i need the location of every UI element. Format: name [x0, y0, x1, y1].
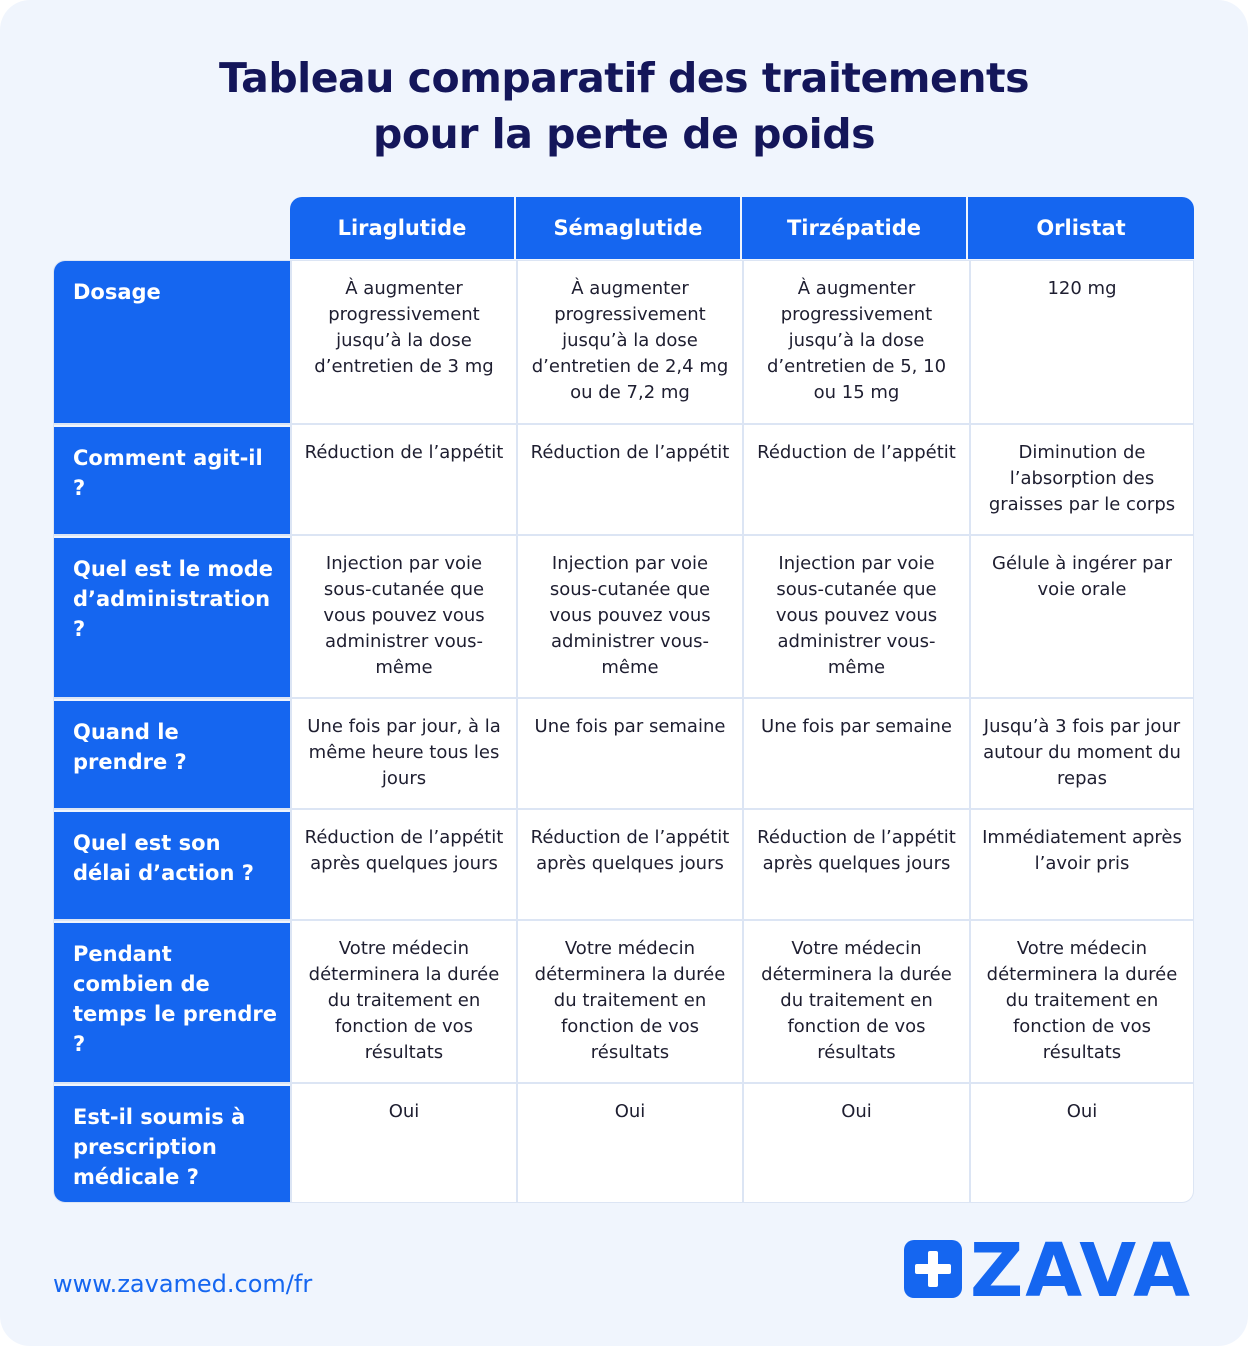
logo-wordmark: ZAVA [970, 1238, 1192, 1300]
table-cell: À augmenter progressivement jusqu’à la dose d’entretien de 2,4 mg ou de 7,2 mg [516, 261, 742, 423]
title-line-2: pour la perte de poids [372, 110, 875, 158]
table-cell: Une fois par semaine [516, 699, 742, 808]
table-cell: Une fois par semaine [742, 699, 969, 808]
table-cell: Réduction de l’appétit [742, 425, 969, 534]
page-title [0, 50, 1248, 162]
column-header-orlistat: Orlistat [1036, 216, 1126, 240]
table-cell: Réduction de l’appétit après quelques jours [516, 810, 742, 919]
table-cell: Jusqu’à 3 fois par jour autour du moment du repas [969, 699, 1193, 808]
row-header: Comment agit-il ? [54, 425, 290, 534]
table-header [290, 197, 1194, 259]
table-cell: Gélule à ingérer par voie orale [969, 536, 1193, 697]
row-header: Quel est son délai d’action ? [54, 810, 290, 919]
zava-logo [904, 1238, 1194, 1300]
table-cell: Votre médecin déterminera la durée du traitement en fonction de vos résultats [290, 921, 516, 1082]
table-cell: À augmenter progressivement jusqu’à la dose d’entretien de 3 mg [290, 261, 516, 423]
row-header: Pendant combien de temps le prendre ? [54, 921, 290, 1082]
table-cell: Votre médecin déterminera la durée du traitement en fonction de vos résultats [969, 921, 1193, 1082]
table-cell: Oui [742, 1084, 969, 1202]
website-link[interactable]: www.zavamed.com/fr [53, 1270, 313, 1298]
table-cell: Immédiatement après l’avoir pris [969, 810, 1193, 919]
table-cell: Votre médecin déterminera la durée du traitement en fonction de vos résultats [742, 921, 969, 1082]
title-line-1: Tableau comparatif des traitements [218, 54, 1030, 102]
table-cell: Oui [516, 1084, 742, 1202]
table-row-duration [54, 919, 1193, 1082]
row-header: Quel est le mode d’administration ? [54, 536, 290, 697]
table-cell: Votre médecin déterminera la durée du traitement en fonction de vos résultats [516, 921, 742, 1082]
table-row-when [54, 697, 1193, 808]
table-cell: Oui [969, 1084, 1193, 1202]
table-cell: Réduction de l’appétit après quelques jours [742, 810, 969, 919]
table-row-dosage [54, 261, 1193, 423]
table-row-mechanism [54, 423, 1193, 534]
column-header-semaglutide: Sémaglutide [516, 197, 742, 259]
table-cell: À augmenter progressivement jusqu’à la dose d’entretien de 5, 10 ou 15 mg [742, 261, 969, 423]
table-cell: Diminution de l’absorption des graisses par le corps [969, 425, 1193, 534]
row-header: Est-il soumis à prescription médicale ? [54, 1084, 290, 1202]
plus-icon [904, 1240, 962, 1298]
column-header-liraglutide: Liraglutide [290, 197, 516, 259]
table-row-prescription [54, 1082, 1193, 1202]
table-cell: Injection par voie sous-cutanée que vous pouvez vous administrer vous-même [516, 536, 742, 697]
table-row-onset [54, 808, 1193, 919]
table-cell: Réduction de l’appétit [290, 425, 516, 534]
row-header: Dosage [54, 261, 290, 423]
comparison-table [53, 260, 1194, 1203]
table-cell: 120 mg [969, 261, 1193, 423]
table-cell: Une fois par jour, à la même heure tous les jours [290, 699, 516, 808]
table-cell: Injection par voie sous-cutanée que vous pouvez vous administrer vous-même [742, 536, 969, 697]
column-header-tirzepatide: Tirzépatide [742, 197, 968, 259]
table-cell: Réduction de l’appétit [516, 425, 742, 534]
table-cell: Oui [290, 1084, 516, 1202]
table-row-administration [54, 534, 1193, 697]
table-cell: Injection par voie sous-cutanée que vous pouvez vous administrer vous-même [290, 536, 516, 697]
row-header: Quand le prendre ? [54, 699, 290, 808]
table-cell: Réduction de l’appétit après quelques jours [290, 810, 516, 919]
